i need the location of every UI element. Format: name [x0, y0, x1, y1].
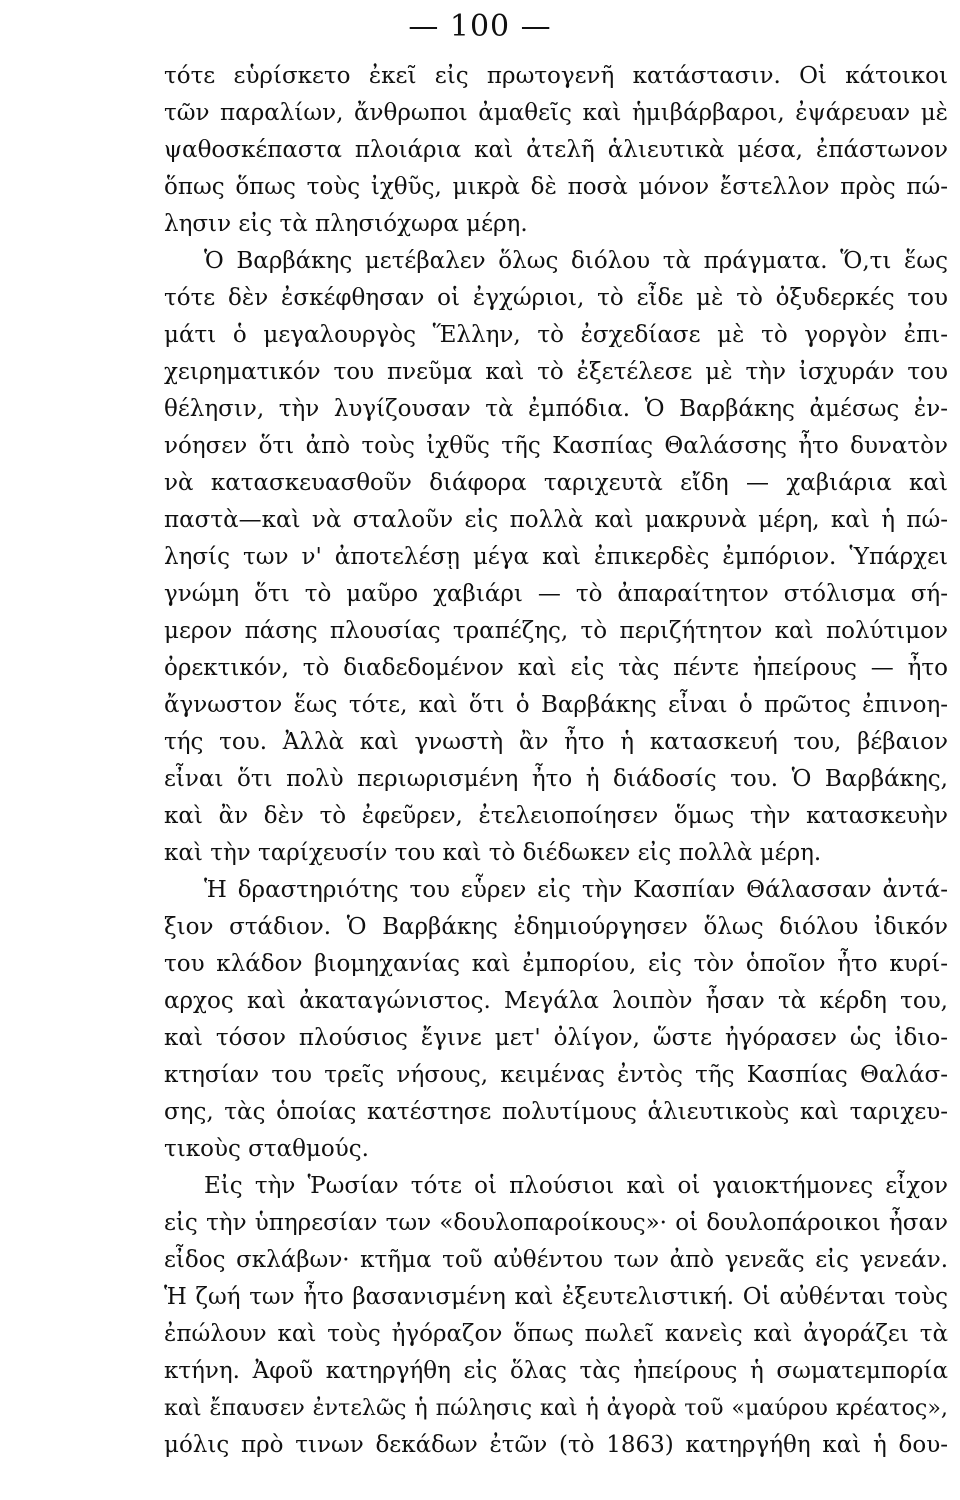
text-line: ὀρεκτικόν, τὸ διαδεδομένον καὶ εἰς τὰς πέντε ἠπείρους — ἦτο: [164, 655, 948, 681]
text-line: Ἡ δραστηριότης του εὗρεν εἰς τὴν Κασπίαν Θάλασσαν ἀντά-: [204, 877, 948, 903]
text-line: καὶ τὴν ταρίχευσίν του καὶ τὸ διέδωκεν εἰς πολλὰ μέρη.: [164, 840, 822, 866]
text-line: Εἰς τὴν Ῥωσίαν τότε οἱ πλούσιοι καὶ οἱ γαιοκτήμονες εἶχον: [204, 1173, 948, 1199]
text-line: παστὰ—καὶ νὰ σταλοῦν εἰς πολλὰ καὶ μακρυνὰ μέρη, καὶ ἡ πώ-: [164, 507, 948, 533]
text-line: ξιον στάδιον. Ὁ Βαρβάκης ἐδημιούργησεν ὅλως διόλου ἰδικόν: [164, 914, 948, 940]
text-line: Ἡ ζωή των ἦτο βασανισμένη καὶ ἐξευτελιστική. Οἱ αὐθένται τοὺς: [164, 1284, 948, 1310]
text-line: εἶδος σκλάβων· κτῆμα τοῦ αὐθέντου των ἀπὸ γενεᾶς εἰς γενεάν.: [164, 1247, 948, 1273]
text-line: τῶν παραλίων, ἄνθρωποι ἀμαθεῖς καὶ ἡμιβάρβαροι, ἐψάρευαν μὲ: [164, 100, 948, 126]
text-line: καὶ ἂν δὲν τὸ ἐφεῦρεν, ἐτελειοποίησεν ὅμως τὴν κατασκευὴν: [164, 803, 948, 829]
text-line: Ὁ Βαρβάκης μετέβαλεν ὅλως διόλου τὰ πράγματα. Ὅ,τι ἕως: [204, 248, 948, 274]
text-line: καὶ τόσον πλούσιος ἔγινε μετ' ὀλίγον, ὥστε ἠγόρασεν ὡς ἰδιο-: [164, 1025, 948, 1051]
text-line: τότε εὑρίσκετο ἐκεῖ εἰς πρωτογενῆ κατάστασιν. Οἱ κάτοικοι: [164, 63, 948, 89]
text-line: χειρηματικόν του πνεῦμα καὶ τὸ ἐξετέλεσε μὲ τὴν ἰσχυράν του: [164, 359, 948, 385]
text-line: λησίς των ν' ἀποτελέσῃ μέγα καὶ ἐπικερδὲς ἐμπόριον. Ὑπάρχει: [164, 544, 948, 570]
text-line: αρχος καὶ ἀκαταγώνιστος. Μεγάλα λοιπὸν ἦσαν τὰ κέρδη του,: [164, 988, 948, 1014]
text-line: του κλάδον βιομηχανίας καὶ ἐμπορίου, εἰς τὸν ὁποῖον ἦτο κυρί-: [164, 951, 948, 977]
text-line: μόλις πρὸ τινων δεκάδων ἐτῶν (τὸ 1863) κατηργήθη καὶ ἡ δου-: [164, 1432, 948, 1458]
text-line: μάτι ὁ μεγαλουργὸς Ἕλλην, τὸ ἐσχεδίασε μὲ τὸ γοργὸν ἐπι-: [164, 322, 948, 348]
text-line: κτήνη. Ἀφοῦ κατηργήθη εἰς ὅλας τὰς ἠπείρους ἡ σωματεμπορία: [164, 1358, 948, 1384]
text-line: νόησεν ὅτι ἀπὸ τοὺς ἰχθῦς τῆς Κασπίας Θαλάσσης ἦτο δυνατὸν: [164, 433, 948, 459]
text-line: ὅπως ὅπως τοὺς ἰχθῦς, μικρὰ δὲ ποσὰ μόνον ἔστελλον πρὸς πώ-: [164, 174, 948, 200]
text-line: τικοὺς σταθμούς.: [164, 1136, 369, 1162]
text-line: τής του. Ἀλλὰ καὶ γνωστὴ ἂν ἦτο ἡ κατασκευή του, βέβαιον: [164, 729, 948, 755]
text-line: ἐπώλουν καὶ τοὺς ἠγόραζον ὅπως πωλεῖ κανεὶς καὶ ἀγοράζει τὰ: [164, 1321, 948, 1347]
text-line: λησιν εἰς τὰ πλησιόχωρα μέρη.: [164, 211, 528, 237]
text-line: νὰ κατασκευασθοῦν διάφορα ταριχευτὰ εἴδη — χαβιάρια καὶ: [164, 470, 948, 496]
text-line: τότε δὲν ἐσκέφθησαν οἱ ἐγχώριοι, τὸ εἶδε μὲ τὸ ὀξυδερκές του: [164, 285, 948, 311]
text-line: ἄγνωστον ἕως τότε, καὶ ὅτι ὁ Βαρβάκης εἶναι ὁ πρῶτος ἐπινοη-: [164, 692, 948, 718]
text-line: ψαθοσκέπαστα πλοιάρια καὶ ἀτελῆ ἁλιευτικὰ μέσα, ἐπάστωνον: [164, 137, 948, 163]
text-line: θέλησιν, τὴν λυγίζουσαν τὰ ἐμπόδια. Ὁ Βαρβάκης ἀμέσως ἐν-: [164, 396, 948, 422]
text-line: σης, τὰς ὁποίας κατέστησε πολυτίμους ἁλιευτικοὺς καὶ ταριχευ-: [164, 1099, 948, 1125]
text-line: γνώμη ὅτι τὸ μαῦρο χαβιάρι — τὸ ἀπαραίτητον στόλισμα σή-: [164, 581, 948, 607]
text-line: καὶ ἔπαυσεν ἐντελῶς ἡ πώλησις καὶ ἡ ἀγορὰ τοῦ «μαύρου κρέατος»,: [164, 1395, 948, 1421]
page-number: — 100 —: [408, 9, 552, 44]
text-line: κτησίαν του τρεῖς νήσους, κειμένας ἐντὸς τῆς Κασπίας Θαλάσ-: [164, 1062, 948, 1088]
body-text: [164, 58, 948, 1464]
text-line: εἶναι ὅτι πολὺ περιωρισμένη ἦτο ἡ διάδοσίς του. Ὁ Βαρβάκης,: [164, 766, 948, 792]
text-line: εἰς τὴν ὑπηρεσίαν των «δουλοπαροίκους»· οἱ δουλοπάροικοι ἦσαν: [164, 1210, 948, 1236]
text-line: μερον πάσης πλουσίας τραπέζης, τὸ περιζήτητον καὶ πολύτιμον: [164, 618, 948, 644]
